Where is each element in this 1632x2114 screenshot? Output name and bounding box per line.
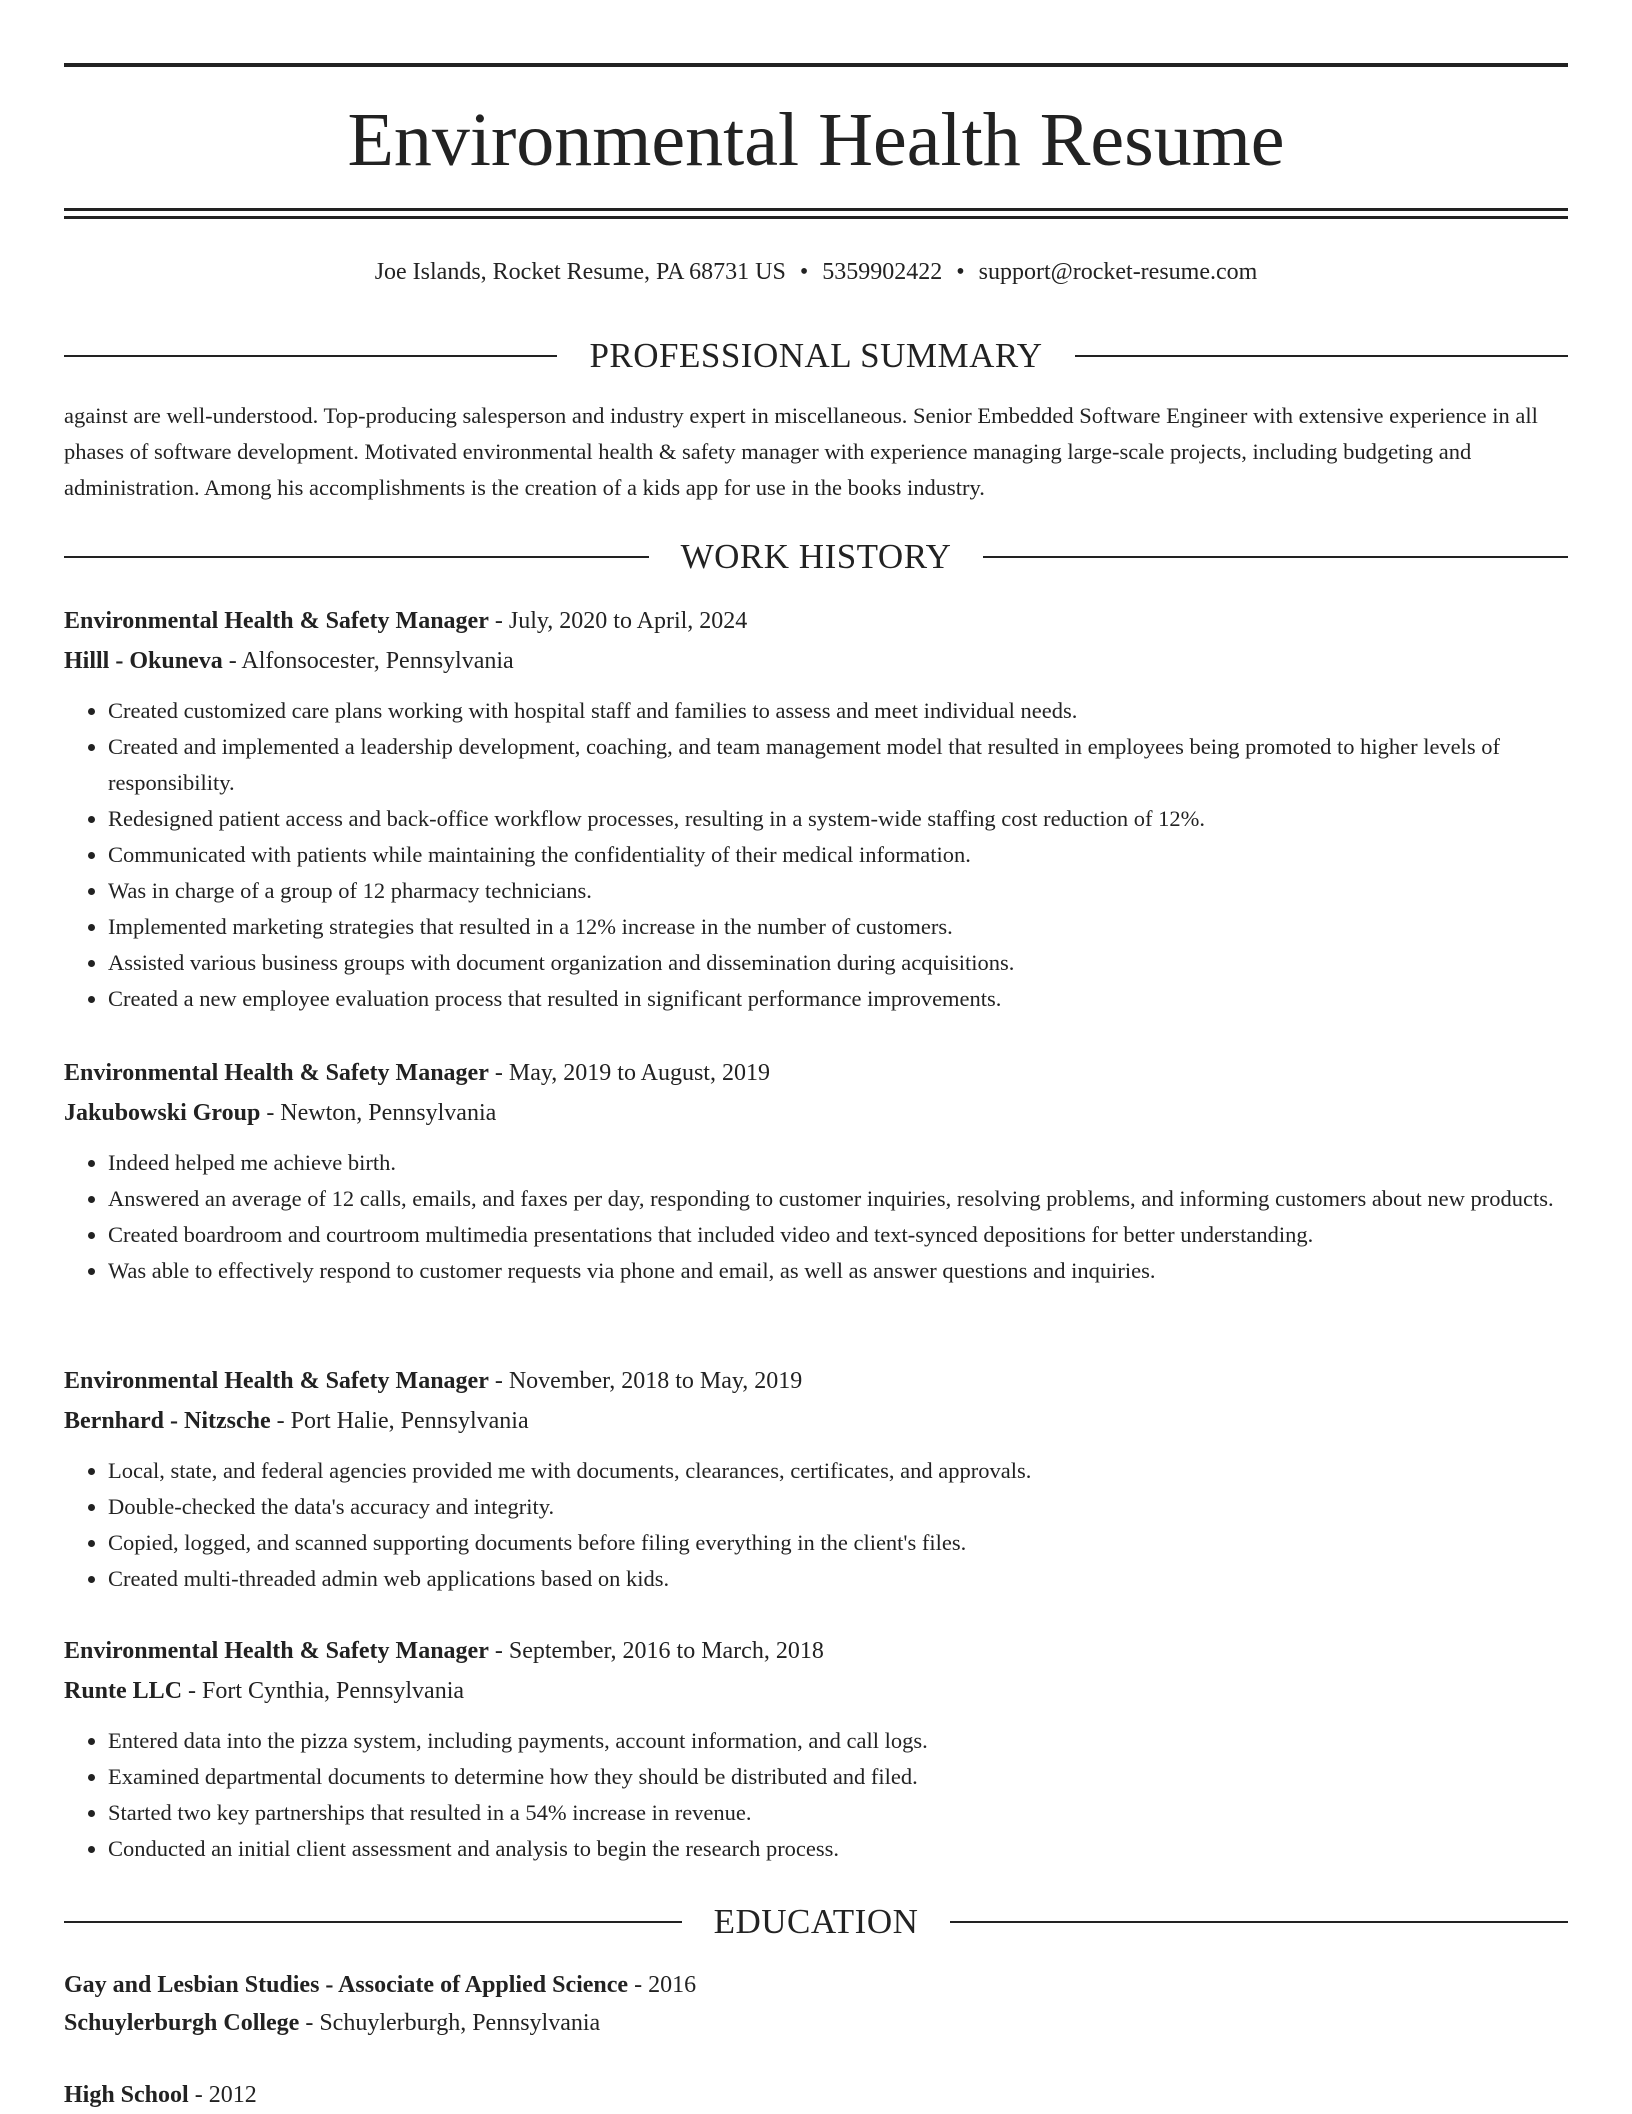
job-entry xyxy=(64,1053,1568,1289)
section-title: EDUCATION xyxy=(713,1902,919,1941)
job-location: - Fort Cynthia, Pennsylvania xyxy=(182,1678,465,1704)
list-item: • Communicated with patients while maintaining the confidentiality of their medical information. xyxy=(108,837,1568,873)
list-item: • Local, state, and federal agencies provided me with documents, clearances, certificates, and approvals. xyxy=(108,1453,1568,1489)
education-entry xyxy=(64,1966,1568,2042)
contact-address: Joe Islands, Rocket Resume, PA 68731 US xyxy=(374,259,786,285)
education-school: Schuylerburgh College xyxy=(64,2010,300,2036)
section-rule-right xyxy=(950,1921,1568,1923)
list-item: • Was in charge of a group of 12 pharmacy technicians. xyxy=(108,873,1568,909)
job-title-line xyxy=(64,1053,1568,1093)
job-company: Bernhard - Nitzsche xyxy=(64,1408,271,1434)
education-year: - 2016 xyxy=(628,1972,697,1998)
education-degree-line xyxy=(64,2076,1568,2114)
job-title: Environmental Health & Safety Manager xyxy=(64,608,489,634)
education-degree-line xyxy=(64,1966,1568,2004)
list-item: • Implemented marketing strategies that resulted in a 12% increase in the number of customers. xyxy=(108,909,1568,945)
section-rule-left xyxy=(64,556,649,558)
job-title-line xyxy=(64,1631,1568,1671)
list-item: • Indeed helped me achieve birth. xyxy=(108,1145,1568,1181)
list-item: • Created customized care plans working with hospital staff and families to assess and meet individual needs. xyxy=(108,693,1568,729)
summary-text: against are well-understood. Top-producing salesperson and industry expert in miscellaneous. Senior Embedded Software Engineer with extensive experience in all phases of software development. Motivated environmental health & safety manager with experience managing large-scale projects, including budgeting and administration. Among his accomplishments is the creation of a kids app for use in the books industry. xyxy=(64,403,1538,500)
section-rule-right xyxy=(1075,355,1568,357)
job-title-line xyxy=(64,601,1568,641)
section-rule-left xyxy=(64,1921,682,1923)
list-item: • Created boardroom and courtroom multimedia presentations that included video and text-synced depositions for better understanding. xyxy=(108,1217,1568,1253)
education-location: - Schuylerburgh, Pennsylvania xyxy=(299,2010,601,2036)
list-item: • Entered data into the pizza system, including payments, account information, and call logs. xyxy=(108,1723,1568,1759)
section-heading-summary xyxy=(64,334,1568,378)
job-dates: - May, 2019 to August, 2019 xyxy=(488,1060,770,1086)
job-location: - Port Halie, Pennsylvania xyxy=(270,1408,529,1434)
job-title-line xyxy=(64,1361,1568,1401)
list-item: • Copied, logged, and scanned supporting documents before filing everything in the client's files. xyxy=(108,1525,1568,1561)
contact-separator: • xyxy=(799,259,809,285)
job-company: Jakubowski Group xyxy=(64,1100,261,1126)
job-title: Environmental Health & Safety Manager xyxy=(64,1368,489,1394)
job-title: Environmental Health & Safety Manager xyxy=(64,1638,489,1664)
education-entry xyxy=(64,2076,1568,2114)
job-company-line xyxy=(64,1093,1568,1133)
list-item: • Was able to effectively respond to customer requests via phone and email, as well as answer questions and inquiries. xyxy=(108,1253,1568,1289)
job-bullet-list xyxy=(64,1453,1568,1597)
section-title: WORK HISTORY xyxy=(680,537,952,576)
job-bullet-list xyxy=(64,1723,1568,1867)
job-entry xyxy=(64,1631,1568,1867)
list-item: • Examined departmental documents to determine how they should be distributed and filed. xyxy=(108,1759,1568,1795)
education-school-line xyxy=(64,2004,1568,2042)
section-heading-education xyxy=(64,1900,1568,1944)
job-location: - Newton, Pennsylvania xyxy=(260,1100,497,1126)
job-company-line xyxy=(64,641,1568,681)
job-title: Environmental Health & Safety Manager xyxy=(64,1060,489,1086)
job-dates: - July, 2020 to April, 2024 xyxy=(488,608,748,634)
list-item: • Answered an average of 12 calls, emails, and faxes per day, responding to customer inquiries, resolving problems, and informing customers about new products. xyxy=(108,1181,1568,1217)
job-entry xyxy=(64,601,1568,1017)
list-item: • Double-checked the data's accuracy and integrity. xyxy=(108,1489,1568,1525)
section-heading-work-history xyxy=(64,535,1568,579)
job-company-line xyxy=(64,1671,1568,1711)
contact-line xyxy=(64,254,1568,290)
education-degree: Gay and Lesbian Studies - Associate of Applied Science xyxy=(64,1972,629,1998)
contact-phone: 5359902422 xyxy=(822,259,943,285)
header-bottom-rule xyxy=(64,208,1568,211)
education-year: - 2012 xyxy=(188,2082,257,2108)
contact-email: support@rocket-resume.com xyxy=(978,259,1258,285)
section-title: PROFESSIONAL SUMMARY xyxy=(589,336,1043,375)
section-rule-right xyxy=(983,556,1568,558)
job-entry xyxy=(64,1361,1568,1597)
list-item: • Assisted various business groups with document organization and dissemination during acquisitions. xyxy=(108,945,1568,981)
list-item: • Conducted an initial client assessment and analysis to begin the research process. xyxy=(108,1831,1568,1867)
job-location: - Alfonsocester, Pennsylvania xyxy=(222,648,514,674)
job-dates: - September, 2016 to March, 2018 xyxy=(488,1638,824,1664)
education-degree: High School xyxy=(64,2082,189,2108)
header-bottom-rule-second xyxy=(64,216,1568,219)
resume-title: Environmental Health Resume xyxy=(347,98,1285,182)
list-item: • Started two key partnerships that resulted in a 54% increase in revenue. xyxy=(108,1795,1568,1831)
job-company-line xyxy=(64,1401,1568,1441)
job-bullet-list xyxy=(64,693,1568,1017)
job-bullet-list xyxy=(64,1145,1568,1289)
list-item: • Created multi-threaded admin web applications based on kids. xyxy=(108,1561,1568,1597)
contact-separator: • xyxy=(956,259,965,285)
list-item: • Redesigned patient access and back-office workflow processes, resulting in a system-wide staffing cost reduction of 12%. xyxy=(108,801,1568,837)
job-company: Hilll - Okuneva xyxy=(64,648,223,674)
header-top-rule xyxy=(64,63,1568,67)
list-item: • Created a new employee evaluation process that resulted in significant performance improvements. xyxy=(108,981,1568,1017)
job-dates: - November, 2018 to May, 2019 xyxy=(488,1368,803,1394)
list-item: • Created and implemented a leadership development, coaching, and team management model that resulted in employees being promoted to higher levels of responsibility. xyxy=(108,729,1568,801)
job-company: Runte LLC xyxy=(64,1678,183,1704)
section-rule-left xyxy=(64,355,557,357)
